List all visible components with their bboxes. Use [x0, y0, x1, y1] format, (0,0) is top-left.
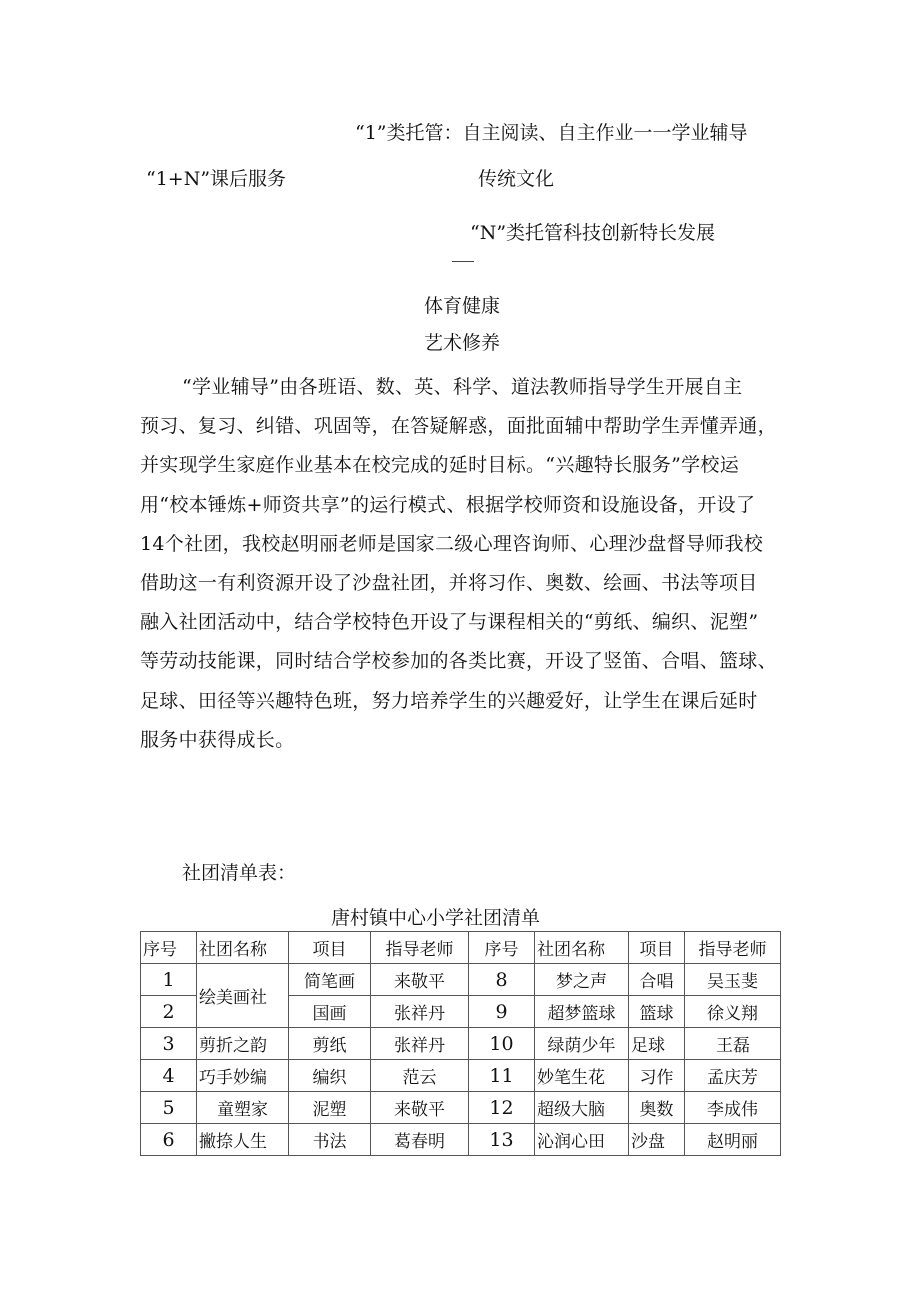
- para-line: 预习、复习、纠错、巩固等，在答疑解惑，面批面辅中帮助学生弄懂弄通，: [140, 415, 777, 438]
- cell-item: 足球: [629, 1028, 685, 1060]
- cell-club: 超梦篮球: [535, 996, 629, 1028]
- cell-no: 3: [141, 1028, 197, 1060]
- cell-item: 泥塑: [289, 1092, 371, 1124]
- cell-item: 剪纸: [289, 1028, 371, 1060]
- header-cell: 序号: [141, 932, 197, 964]
- cell-no: 9: [469, 996, 535, 1028]
- cell-club: 剪折之韵: [197, 1028, 289, 1060]
- cell-item: 沙盘: [629, 1124, 685, 1156]
- para-line: 足球、田径等兴趣特色班，努力培养学生的兴趣爱好，让学生在课后延时: [140, 689, 758, 712]
- header-cell: 指导老师: [371, 932, 469, 964]
- cell-no: 2: [141, 996, 197, 1028]
- cell-club: 撇捺人生: [197, 1124, 289, 1156]
- cell-club: 梦之声: [535, 964, 629, 996]
- art-label: 艺术修养: [424, 332, 501, 354]
- cell-teacher: 来敬平: [371, 1092, 469, 1124]
- cell-no: 10: [469, 1028, 535, 1060]
- para-line: 等劳动技能课，同时结合学校参加的各类比赛，开设了竖笛、合唱、篮球、: [140, 650, 777, 673]
- cell-no: 4: [141, 1060, 197, 1092]
- cell-no: 5: [141, 1092, 197, 1124]
- cell-teacher: 范云: [371, 1060, 469, 1092]
- cell-no: 12: [469, 1092, 535, 1124]
- para-line: “学业辅导”由各班语、数、英、科学、道法教师指导学生开展自主: [182, 376, 743, 398]
- list-label: 社团清单表：: [182, 862, 297, 884]
- cell-item: 编织: [289, 1060, 371, 1092]
- cell-teacher: 赵明丽: [685, 1124, 781, 1156]
- culture-label: 传统文化: [478, 168, 555, 190]
- cell-club: 沁润心田: [535, 1124, 629, 1156]
- cell-item: 篮球: [629, 996, 685, 1028]
- table-row: [141, 1028, 781, 1060]
- para-line: 服务中获得成长。: [140, 728, 295, 751]
- cell-teacher: 张祥丹: [371, 1028, 469, 1060]
- cell-no: 11: [469, 1060, 535, 1092]
- table-row: [141, 1060, 781, 1092]
- cell-item: 奥数: [629, 1092, 685, 1124]
- cell-item: 书法: [289, 1124, 371, 1156]
- table-row: [141, 1124, 781, 1156]
- para-line: 融入社团活动中，结合学校特色开设了与课程相关的“剪纸、编织、泥塑”: [140, 611, 759, 634]
- cell-teacher: 张祥丹: [371, 996, 469, 1028]
- cell-item: 简笔画: [289, 964, 371, 996]
- body-paragraph: [140, 368, 802, 760]
- cell-teacher: 孟庆芳: [685, 1060, 781, 1092]
- para-line: 14个社团，我校赵明丽老师是国家二级心理咨询师、心理沙盘督导师我校: [140, 532, 764, 555]
- header-cell: 序号: [469, 932, 535, 964]
- header-cell: 社团名称: [535, 932, 629, 964]
- cell-item: 习作: [629, 1060, 685, 1092]
- header-cell: 社团名称: [197, 932, 289, 964]
- cell-teacher: 李成伟: [685, 1092, 781, 1124]
- table-caption: 唐村镇中心小学社团清单: [331, 907, 541, 929]
- para-line: 用“校本锤炼+师资共享”的运行模式、根据学校师资和设施设备，开设了: [140, 493, 756, 516]
- cell-teacher: 徐义翔: [685, 996, 781, 1028]
- cell-no: 8: [469, 964, 535, 996]
- cell-no: 13: [469, 1124, 535, 1156]
- para-line: 并实现学生家庭作业基本在校完成的延时目标。“兴趣特长服务”学校运: [140, 454, 740, 477]
- cell-item: 合唱: [629, 964, 685, 996]
- cell-club: 妙笔生花: [535, 1060, 629, 1092]
- table-header-row: [141, 932, 781, 964]
- cell-no: 6: [141, 1124, 197, 1156]
- cell-club: 超级大脑: [535, 1092, 629, 1124]
- cell-club: 绿荫少年: [535, 1028, 629, 1060]
- cell-teacher: 吴玉斐: [685, 964, 781, 996]
- cell-club: 绘美画社: [197, 964, 289, 1028]
- n-class-line: “N”类托管科技创新特长发展: [470, 222, 716, 244]
- cell-club: 巧手妙编: [197, 1060, 289, 1092]
- cell-item: 国画: [289, 996, 371, 1028]
- club-table: [140, 931, 781, 1156]
- table-row: [141, 1092, 781, 1124]
- cell-club: 童塑家: [197, 1092, 289, 1124]
- sports-label: 体育健康: [424, 295, 501, 317]
- cell-teacher: 来敬平: [371, 964, 469, 996]
- cell-teacher: 王磊: [685, 1028, 781, 1060]
- para-line: 借助这一有利资源开设了沙盘社团，并将习作、奥数、绘画、书法等项目: [140, 572, 758, 595]
- one-class-line: “1”类托管：自主阅读、自主作业一一学业辅导: [355, 122, 748, 144]
- header-cell: 项目: [289, 932, 371, 964]
- header-cell: 项目: [629, 932, 685, 964]
- service-label: “1+N”课后服务: [146, 168, 287, 190]
- table-row: [141, 964, 781, 996]
- cell-teacher: 葛春明: [371, 1124, 469, 1156]
- header-cell: 指导老师: [685, 932, 781, 964]
- dash-divider: [452, 261, 474, 262]
- cell-no: 1: [141, 964, 197, 996]
